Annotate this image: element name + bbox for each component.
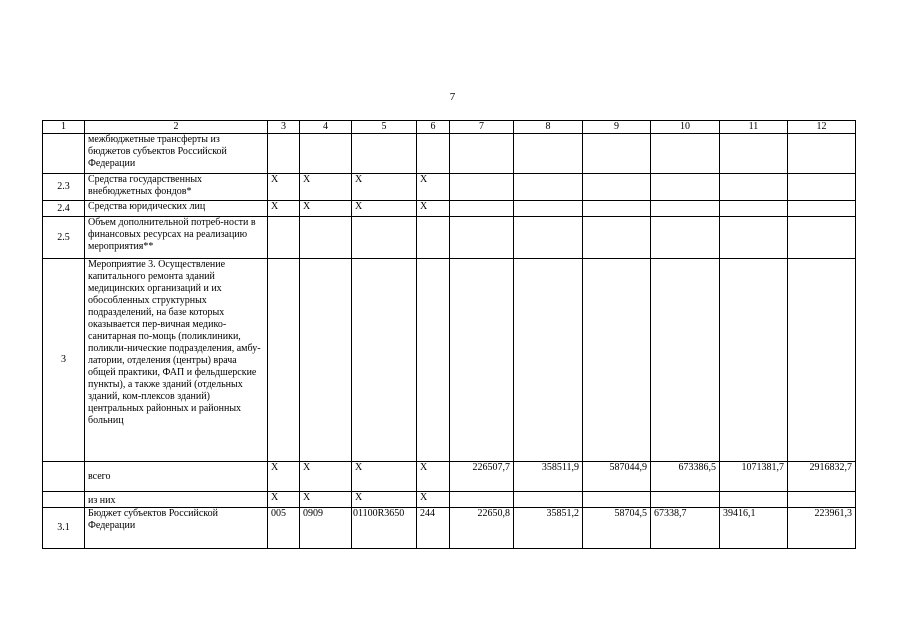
- table-cell: [583, 259, 651, 462]
- column-header: 10: [651, 121, 720, 134]
- table-cell: [788, 134, 856, 174]
- table-cell: [514, 217, 583, 259]
- row-number: [43, 492, 85, 508]
- table-cell: [450, 134, 514, 174]
- row-description: всего: [85, 462, 268, 492]
- table-cell: [788, 259, 856, 462]
- table-row: [43, 462, 856, 492]
- table-cell: [651, 174, 720, 201]
- column-header: 8: [514, 121, 583, 134]
- table-cell: X: [417, 492, 450, 508]
- table-cell: [651, 492, 720, 508]
- table-cell: [583, 492, 651, 508]
- column-header: 4: [300, 121, 352, 134]
- table-cell: [788, 492, 856, 508]
- row-number: [43, 462, 85, 492]
- table-cell: 22650,8: [450, 508, 514, 549]
- table-cell: [788, 174, 856, 201]
- table-cell: [300, 217, 352, 259]
- table-cell: X: [300, 462, 352, 492]
- table-cell: [514, 259, 583, 462]
- table-cell: 01100R3650: [352, 508, 417, 549]
- table-cell: 35851,2: [514, 508, 583, 549]
- table-cell: X: [352, 492, 417, 508]
- table-cell: [450, 201, 514, 217]
- table-cell: [417, 259, 450, 462]
- table-cell: 223961,3: [788, 508, 856, 549]
- table-cell: X: [268, 492, 300, 508]
- row-description: Объем дополнительной потреб-ности в финансовых ресурсах на реализацию мероприятия**: [85, 217, 268, 259]
- row-number: [43, 134, 85, 174]
- table-cell: [651, 217, 720, 259]
- table-cell: X: [417, 462, 450, 492]
- page-number: 7: [449, 91, 456, 103]
- row-number: 2.5: [43, 217, 85, 259]
- table-row: [43, 174, 856, 201]
- column-header: 6: [417, 121, 450, 134]
- table-cell: 587044,9: [583, 462, 651, 492]
- row-number: 3.1: [43, 508, 85, 549]
- table-cell: X: [300, 492, 352, 508]
- column-header: 9: [583, 121, 651, 134]
- table-cell: 39416,1: [720, 508, 788, 549]
- column-header: 11: [720, 121, 788, 134]
- table-row: [43, 217, 856, 259]
- table-cell: [651, 201, 720, 217]
- column-header: 7: [450, 121, 514, 134]
- table-cell: X: [417, 174, 450, 201]
- table-row: [43, 259, 856, 462]
- table-cell: [651, 259, 720, 462]
- table-row: [43, 134, 856, 174]
- table-cell: X: [352, 174, 417, 201]
- table-cell: [583, 217, 651, 259]
- row-number: 2.4: [43, 201, 85, 217]
- table-cell: X: [352, 462, 417, 492]
- table-cell: 358511,9: [514, 462, 583, 492]
- table-cell: 244: [417, 508, 450, 549]
- column-header: 1: [43, 121, 85, 134]
- table-cell: [300, 259, 352, 462]
- table-cell: 0909: [300, 508, 352, 549]
- table-cell: X: [268, 201, 300, 217]
- row-description: Бюджет субъектов Российской Федерации: [85, 508, 268, 549]
- table-cell: [352, 259, 417, 462]
- table-row: [43, 201, 856, 217]
- table-cell: [352, 134, 417, 174]
- table-cell: [583, 134, 651, 174]
- column-header: 12: [788, 121, 856, 134]
- table-cell: X: [417, 201, 450, 217]
- table-cell: X: [300, 201, 352, 217]
- table-cell: [268, 259, 300, 462]
- table-cell: [514, 174, 583, 201]
- table-cell: [720, 201, 788, 217]
- table-cell: [720, 259, 788, 462]
- table-cell: [788, 201, 856, 217]
- column-header: 5: [352, 121, 417, 134]
- table-cell: [450, 259, 514, 462]
- table-cell: 2916832,7: [788, 462, 856, 492]
- table-cell: [514, 134, 583, 174]
- row-description: Средства государственных внебюджетных фондов*: [85, 174, 268, 201]
- table-cell: [417, 134, 450, 174]
- table-cell: [268, 217, 300, 259]
- table-cell: [583, 201, 651, 217]
- table-cell: [720, 217, 788, 259]
- table-cell: [300, 134, 352, 174]
- table-cell: [450, 492, 514, 508]
- table-cell: [268, 134, 300, 174]
- budget-table: [42, 120, 856, 549]
- table-cell: [583, 174, 651, 201]
- table-cell: [514, 492, 583, 508]
- table-cell: [720, 134, 788, 174]
- table-cell: [788, 217, 856, 259]
- table-cell: X: [352, 201, 417, 217]
- table-row: [43, 508, 856, 549]
- row-description: межбюджетные трансферты из бюджетов субъектов Российской Федерации: [85, 134, 268, 174]
- table-cell: [417, 217, 450, 259]
- row-number: 3: [43, 259, 85, 462]
- table-cell: X: [268, 462, 300, 492]
- column-header: 2: [85, 121, 268, 134]
- table-header-row: [43, 121, 856, 134]
- table-cell: [450, 217, 514, 259]
- table-cell: 226507,7: [450, 462, 514, 492]
- table-cell: [514, 201, 583, 217]
- column-header: 3: [268, 121, 300, 134]
- table-cell: [651, 134, 720, 174]
- table-cell: 58704,5: [583, 508, 651, 549]
- table-cell: [720, 492, 788, 508]
- table-cell: 005: [268, 508, 300, 549]
- table-cell: 673386,5: [651, 462, 720, 492]
- table-cell: [720, 174, 788, 201]
- row-description: Средства юридических лиц: [85, 201, 268, 217]
- table-cell: [352, 217, 417, 259]
- table-cell: 1071381,7: [720, 462, 788, 492]
- row-description: из них: [85, 492, 268, 508]
- table-cell: [450, 174, 514, 201]
- row-number: 2.3: [43, 174, 85, 201]
- table-row: [43, 492, 856, 508]
- table-cell: X: [300, 174, 352, 201]
- table-cell: X: [268, 174, 300, 201]
- row-description: Мероприятие 3. Осуществление капитального ремонта зданий медицинских организаций и их обособленных структурных подразделений, на базе которых оказывается пер-вичная медико-санитарная по-мощь (поликлиники, поликли-нические подразделения, амбу-латории, отделения (центры) врача общей практики, ФАП и фельдшерские пункты), а также зданий (отдельных зданий, ком-плексов зданий) центральных районных и районных больниц: [85, 259, 268, 462]
- table-cell: 67338,7: [651, 508, 720, 549]
